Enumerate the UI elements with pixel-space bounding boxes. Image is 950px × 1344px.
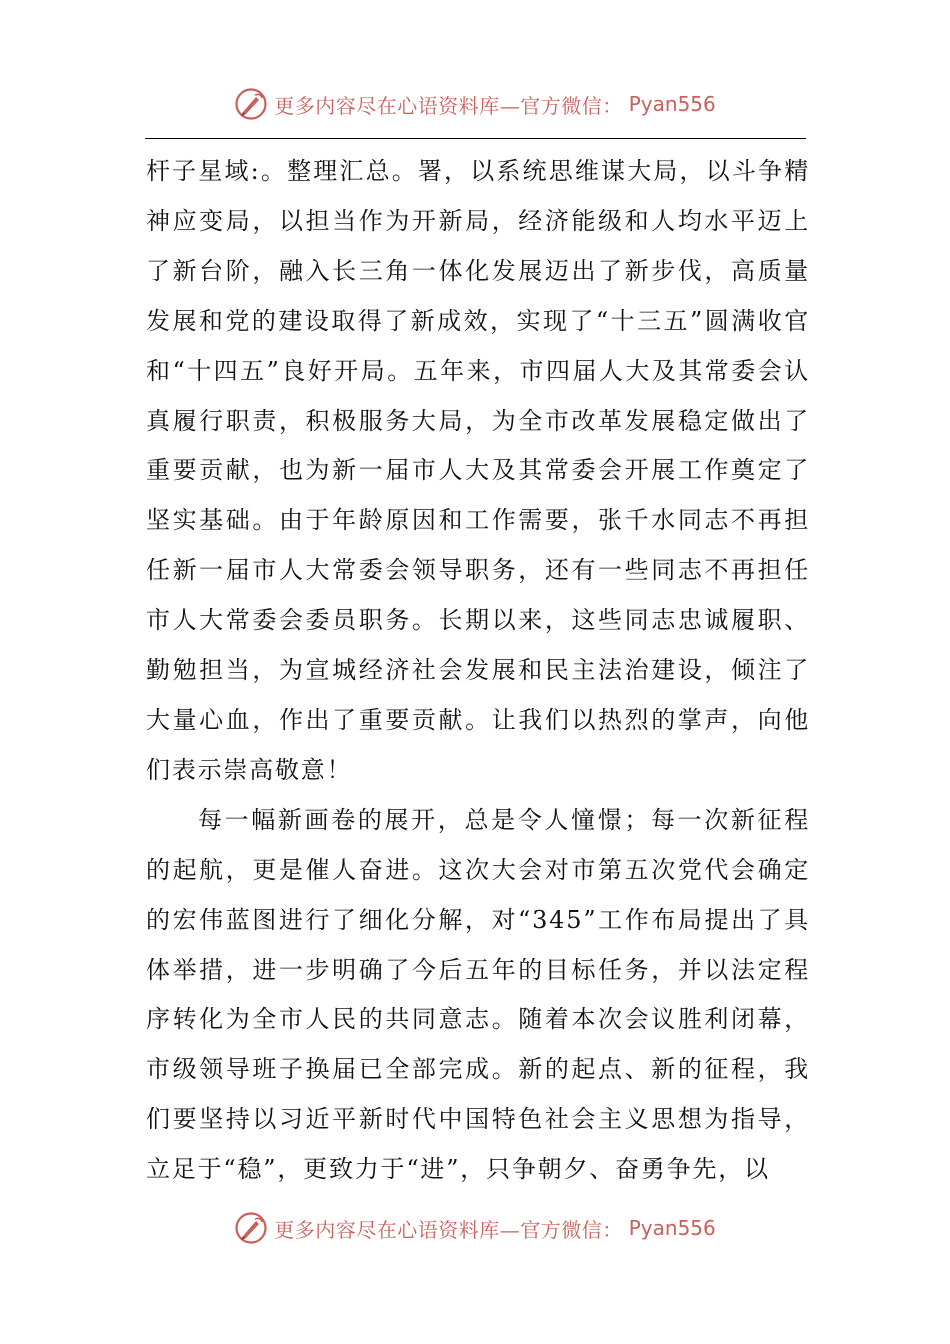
banner-text: 更多内容尽在心语资料库—官方微信： (274, 1217, 623, 1242)
banner-text: 更多内容尽在心语资料库—官方微信： (274, 93, 623, 118)
paragraph-2: 每一幅新画卷的展开，总是令人憧憬；每一次新征程的起航，更是催人奋进。这次大会对市第五次党代会确定的宏伟蓝图进行了细化分解，对“345”工作布局提出了具体举措，进一步明确了今后五年的目标任务，并以法定程序转化为全市人民的共同意志。随着本次会议胜利闭幕，市级领导班子换届已全部完成。新的起点、新的征程，我们要坚持以习近平新时代中国特色社会主义思想为指导，立足于“稳”，更致力于“进”，只争朝夕、奋勇争先，以 (146, 805, 810, 1184)
pen-logo-icon (234, 87, 268, 121)
paragraph-1: 杆子星域:。整理汇总。署，以系统思维谋大局，以斗争精神应变局，以担当作为开新局，经济能级和人均水平迈上了新台阶，融入长三角一体化发展迈出了新步伐，高质量发展和党的建设取得了新成效，实现了“十三五”圆满收官和“十四五”良好开局。五年来，市四届人大及其常委会认真履行职责，积极服务大局，为全市改革发展稳定做出了重要贡献，也为新一届市人大及其常委会开展工作奠定了坚实基础。由于年龄原因和工作需要，张千水同志不再担任新一届市人大常委会领导职务，还有一些同志不再担任市人大常委会委员职务。长期以来，这些同志忠诚履职、勤勉担当，为宣城经济社会发展和民主法治建设，倾注了大量心血，作出了重要贡献。让我们以热烈的掌声，向他们表示崇高敬意！ (146, 157, 810, 784)
header-divider (145, 138, 806, 139)
footer-banner (0, 1208, 950, 1248)
banner-wechat-id: Pyan556 (628, 1216, 716, 1240)
banner-wechat-id: Pyan556 (628, 92, 716, 116)
pen-logo-icon (234, 1211, 268, 1245)
header-banner (0, 84, 950, 124)
body-text (146, 147, 810, 1195)
